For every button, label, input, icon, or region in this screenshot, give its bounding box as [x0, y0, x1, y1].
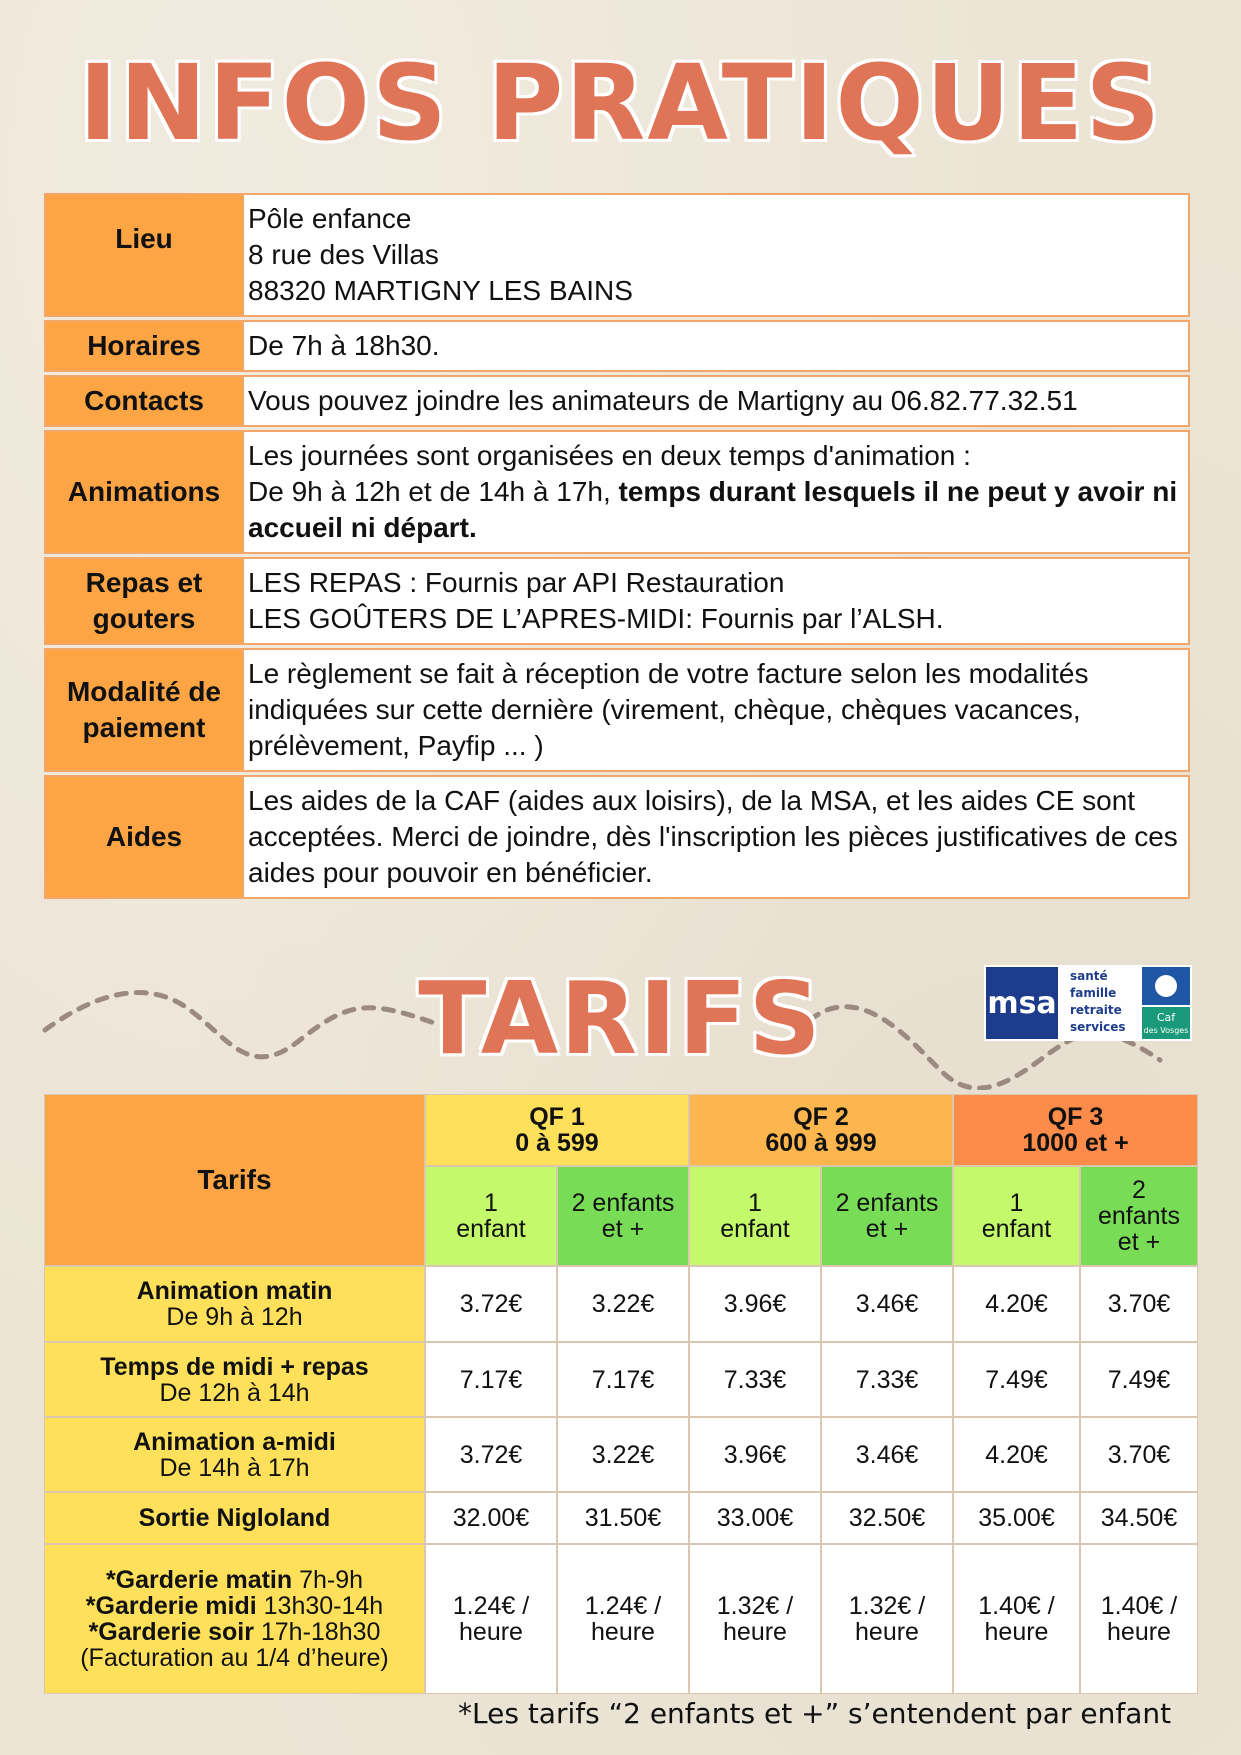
price-cell: 3.70€: [1080, 1266, 1198, 1342]
info-label: Horaires: [44, 320, 244, 372]
tarifs-table: [44, 1094, 1198, 1694]
info-label: Animations: [44, 430, 244, 554]
info-row-paiement: [44, 648, 1190, 772]
price-cell: 1.24€ / heure: [557, 1544, 689, 1694]
table-corner-label: Tarifs: [44, 1094, 425, 1266]
footnote: *Les tarifs “2 enfants et +” s’entendent par enfant: [458, 1697, 1172, 1730]
svg-text:retraite: retraite: [1070, 1003, 1122, 1017]
table-row: [44, 1266, 1198, 1342]
price-cell: 1.40€ / heure: [953, 1544, 1080, 1694]
info-value: Pôle enfance 8 rue des Villas 88320 MARTIGNY LES BAINS: [244, 193, 1190, 317]
sub-header-1-enfant: 1 enfant: [689, 1166, 821, 1266]
price-cell: 3.70€: [1080, 1417, 1198, 1492]
info-row-aides: [44, 775, 1190, 899]
table-row-garderie: [44, 1544, 1198, 1694]
msa-logo: [986, 967, 1126, 1039]
price-cell: 3.72€: [425, 1417, 557, 1492]
info-value: Les aides de la CAF (aides aux loisirs), de la MSA, et les aides CE sont acceptées. Merci de joindre, dès l'inscription les pièces justificatives de ces aides pour pouvoir en bénéficier.: [244, 775, 1190, 899]
info-value: LES REPAS : Fournis par API Restauration LES GOÛTERS DE L’APRES-MIDI: Fournis par l’ALSH.: [244, 557, 1190, 645]
info-value: Les journées sont organisées en deux temps d'animation : De 9h à 12h et de 14h à 17h, temps durant lesquels il ne peut y avoir ni accueil ni départ.: [244, 430, 1190, 554]
svg-text:services: services: [1070, 1020, 1126, 1034]
info-label: Repas et gouters: [44, 557, 244, 645]
price-cell: 3.96€: [689, 1266, 821, 1342]
qf3-header: QF 3 1000 et +: [953, 1094, 1198, 1166]
row-label-garderie: *Garderie matin 7h-9h *Garderie midi 13h30-14h *Garderie soir 17h-18h30 (Facturation au 1/4 d’heure): [44, 1544, 425, 1694]
price-cell: 1.24€ / heure: [425, 1544, 557, 1694]
price-cell: 7.49€: [1080, 1342, 1198, 1417]
price-cell: 31.50€: [557, 1492, 689, 1544]
row-label: Sortie Nigloland: [44, 1492, 425, 1544]
info-label: Aides: [44, 775, 244, 899]
info-row-repas: [44, 557, 1190, 645]
info-value: Le règlement se fait à réception de votre facture selon les modalités indiquées sur cette dernière (virement, chèque, chèques vacances, prélèvement, Payfip ... ): [244, 648, 1190, 772]
price-cell: 33.00€: [689, 1492, 821, 1544]
info-label: Lieu: [44, 193, 244, 317]
row-label: Animation a-midi De 14h à 17h: [44, 1417, 425, 1492]
info-row-lieu: [44, 193, 1190, 317]
price-cell: 1.32€ / heure: [689, 1544, 821, 1694]
svg-text:Caf: Caf: [1156, 1011, 1176, 1024]
qf2-header: QF 2 600 à 999: [689, 1094, 953, 1166]
svg-text:famille: famille: [1070, 986, 1117, 1000]
partner-logos: [984, 965, 1192, 1041]
price-cell: 3.22€: [557, 1417, 689, 1492]
price-cell: 7.17€: [557, 1342, 689, 1417]
row-label: Temps de midi + repas De 12h à 14h: [44, 1342, 425, 1417]
svg-text:des Vosges: des Vosges: [1143, 1026, 1189, 1035]
price-cell: 3.72€: [425, 1266, 557, 1342]
table-row: [44, 1342, 1198, 1417]
price-cell: 3.96€: [689, 1417, 821, 1492]
table-row: [44, 1417, 1198, 1492]
price-cell: 7.49€: [953, 1342, 1080, 1417]
info-row-animations: [44, 430, 1190, 554]
sub-header-1-enfant: 1 enfant: [425, 1166, 557, 1266]
info-row-contacts: [44, 375, 1190, 427]
info-value: Vous pouvez joindre les animateurs de Martigny au 06.82.77.32.51: [244, 375, 1190, 427]
page-title: INFOS PRATIQUES: [78, 42, 1163, 164]
svg-text:msa: msa: [987, 986, 1057, 1021]
info-label: Modalité de paiement: [44, 648, 244, 772]
caf-logo: [1142, 967, 1190, 1039]
price-cell: 35.00€: [953, 1492, 1080, 1544]
sub-header-2-enfants: 2 enfants et +: [557, 1166, 689, 1266]
price-cell: 32.00€: [425, 1492, 557, 1544]
price-cell: 7.33€: [821, 1342, 953, 1417]
price-cell: 1.40€ / heure: [1080, 1544, 1198, 1694]
price-cell: 7.17€: [425, 1342, 557, 1417]
price-cell: 4.20€: [953, 1266, 1080, 1342]
sub-header-1-enfant: 1 enfant: [953, 1166, 1080, 1266]
price-cell: 1.32€ / heure: [821, 1544, 953, 1694]
price-cell: 3.46€: [821, 1417, 953, 1492]
price-cell: 4.20€: [953, 1417, 1080, 1492]
qf1-header: QF 1 0 à 599: [425, 1094, 689, 1166]
sub-header-2-enfants: 2 enfants et +: [1080, 1166, 1198, 1266]
info-value: De 7h à 18h30.: [244, 320, 1190, 372]
info-label: Contacts: [44, 375, 244, 427]
row-label: Animation matin De 9h à 12h: [44, 1266, 425, 1342]
price-cell: 34.50€: [1080, 1492, 1198, 1544]
info-table: [44, 190, 1190, 902]
price-cell: 3.22€: [557, 1266, 689, 1342]
svg-text:santé: santé: [1070, 969, 1108, 983]
sub-header-2-enfants: 2 enfants et +: [821, 1166, 953, 1266]
price-cell: 32.50€: [821, 1492, 953, 1544]
table-row: [44, 1492, 1198, 1544]
section-title-tarifs: TARIFS: [418, 960, 823, 1077]
price-cell: 3.46€: [821, 1266, 953, 1342]
price-cell: 7.33€: [689, 1342, 821, 1417]
info-row-horaires: [44, 320, 1190, 372]
